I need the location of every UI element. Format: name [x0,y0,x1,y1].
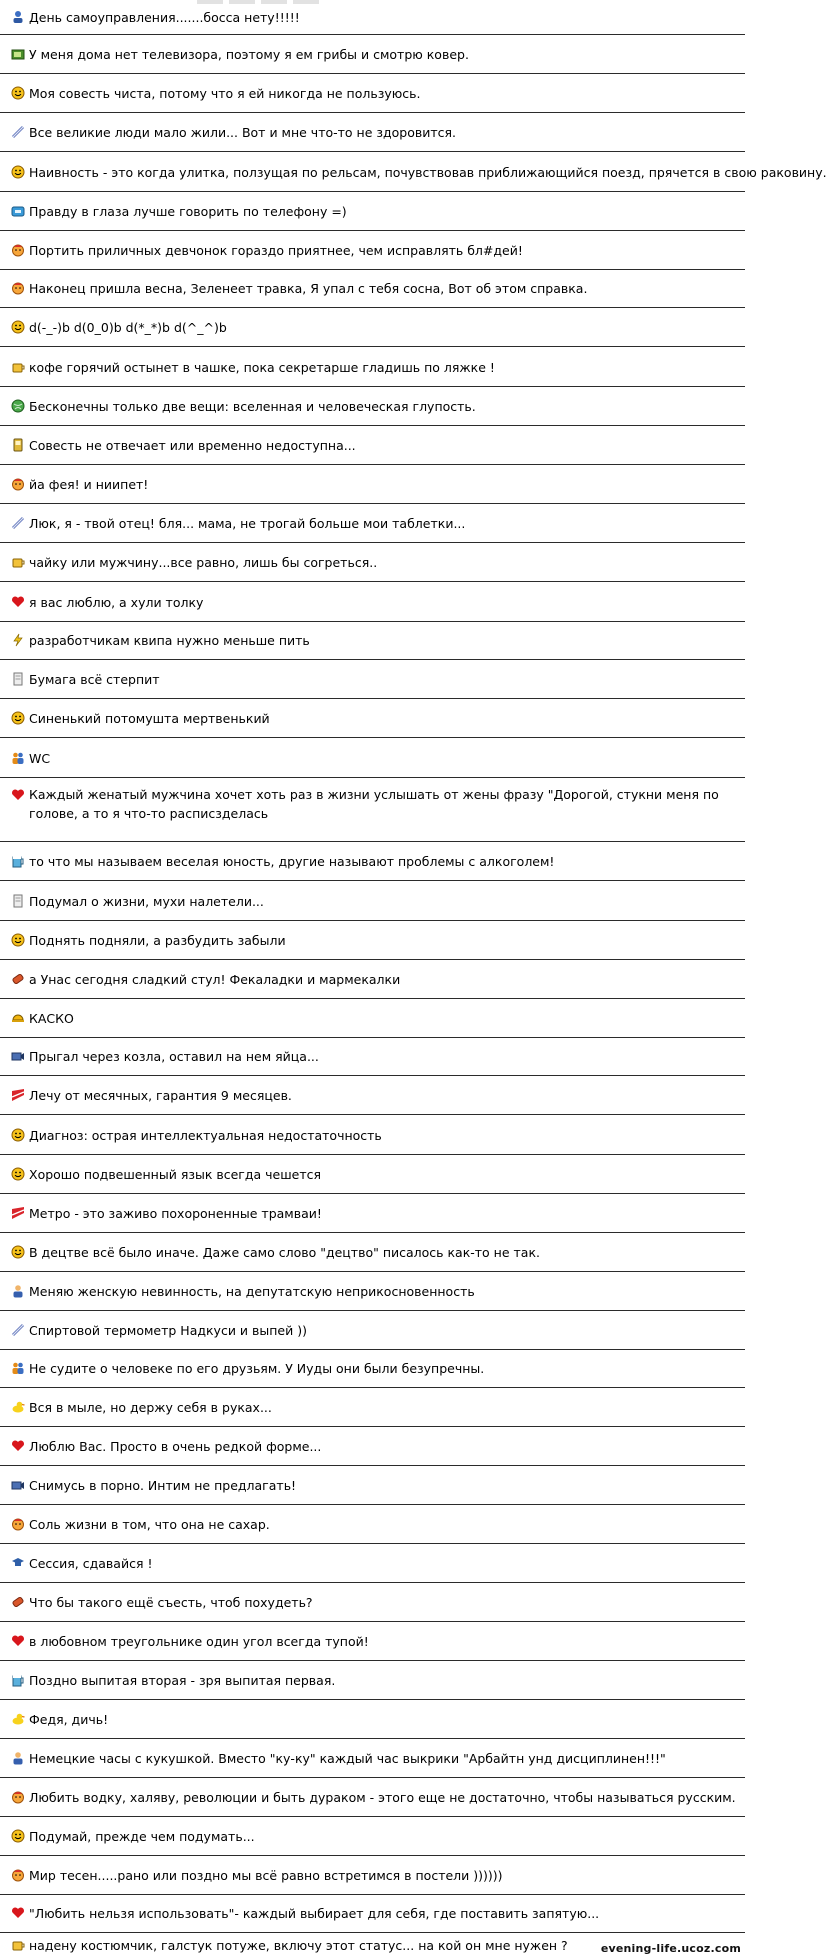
status-row[interactable] [0,1233,745,1272]
heart-icon [11,1634,25,1648]
coffee-icon [11,1938,25,1952]
status-text: Подумай, прежде чем подумать... [29,1829,255,1844]
phone-icon [11,204,25,218]
beer-icon [11,1673,25,1687]
camera-icon [11,1049,25,1063]
status-row[interactable] [0,152,827,192]
status-text: Снимусь в порно. Интим не предлагать! [29,1478,297,1493]
status-text: Все великие люди мало жили... Вот и мне что-то не здоровится. [29,125,457,140]
syringe-icon [11,125,25,139]
person-icon [11,1284,25,1298]
status-text: Правду в глаза лучше говорить по телефону =) [29,204,347,219]
status-row[interactable] [0,1272,745,1311]
status-text: День самоуправления.......босса нету!!!!! [29,10,300,25]
globe-icon [11,399,25,413]
status-text: Синенький потомушта мертвенький [29,711,270,726]
smiley-icon [11,1245,25,1259]
smiley-icon [11,1128,25,1142]
helmet-icon [11,1011,25,1025]
people-icon [11,751,25,765]
heart-icon [11,1906,25,1920]
user-icon [11,10,25,24]
status-row[interactable] [0,1544,745,1583]
status-text: то что мы называем веселая юность, другие называют проблемы с алкоголем! [29,854,555,869]
status-row[interactable] [0,738,745,778]
status-text: Люблю Вас. Просто в очень редкой форме... [29,1439,322,1454]
smiley-icon [11,1829,25,1843]
face-icon [11,1790,25,1804]
status-text: Федя, дичь! [29,1712,109,1727]
status-text: разработчикам квипа нужно меньше пить [29,633,310,648]
status-row[interactable] [0,583,745,622]
status-row[interactable] [0,231,745,270]
status-row[interactable] [0,1661,745,1700]
status-text: Моя совесть чиста, потому что я ей никогда не пользуюсь. [29,86,421,101]
status-text: Прыгал через козла, оставил на нем яйца... [29,1049,319,1064]
status-row[interactable] [0,1778,745,1817]
status-text: а Унас сегодня сладкий стул! Фекаладки и мармекалки [29,972,401,987]
status-text: Не судите о человеке по его друзьям. У Иуды они были безупречны. [29,1361,485,1376]
syringe-icon [11,516,25,530]
site-watermark: evening-life.ucoz.com [600,1942,741,1955]
mobile-icon [11,438,25,452]
status-row[interactable] [0,113,745,152]
status-row[interactable] [0,1817,745,1856]
candy-icon [11,1595,25,1609]
status-row[interactable] [0,1894,745,1933]
status-row[interactable] [0,1037,745,1076]
heart-icon [11,788,25,802]
heart-icon [11,595,25,609]
syringe-icon [11,1323,25,1337]
smiley-icon [11,711,25,725]
status-text: Бесконечны только две вещи: вселенная и человеческая глупость. [29,399,476,414]
status-row[interactable] [0,1388,745,1427]
smiley-icon [11,1167,25,1181]
status-row[interactable] [0,960,745,999]
status-text: надену костюмчик, галстук потуже, включу этот статус... на кой он мне нужен ? [29,1938,568,1953]
status-text: Бумага всё стерпит [29,672,160,687]
status-text: Каждый женатый мужчина хочет хоть раз в жизни услышать от жены фразу "Дорогой, стукни меня по голове, а то я что-то расписзделась [29,787,719,821]
status-row[interactable] [0,778,745,842]
status-text: в любовном треугольнике один угол всегда тупой! [29,1634,369,1649]
status-text: В децтве всё было иначе. Даже само слово "децтво" писалось как-то не так. [29,1245,540,1260]
status-row[interactable] [0,1466,745,1505]
status-row[interactable] [0,1505,745,1544]
status-text: Меняю женскую невинность, на депутатскую неприкосновенность [29,1284,475,1299]
status-text: Поднять подняли, а разбудить забыли [29,933,286,948]
face-icon [11,477,25,491]
status-row[interactable] [0,921,745,960]
status-row[interactable] [0,426,745,465]
status-text: я вас люблю, а хули толку [29,595,204,610]
status-row[interactable] [0,1739,745,1778]
status-row[interactable] [0,387,745,426]
status-row[interactable] [0,1856,745,1895]
face-icon [11,281,25,295]
status-text: Лечу от месячных, гарантия 9 месяцев. [29,1088,292,1103]
status-row[interactable] [0,881,745,921]
status-row[interactable] [0,308,745,347]
face-icon [11,1868,25,1882]
status-row[interactable] [0,74,745,113]
people-icon [11,1361,25,1375]
status-row[interactable] [0,504,745,543]
status-row[interactable] [0,1155,745,1194]
paper-icon [11,672,25,686]
tv-icon [11,47,25,61]
status-text: Хорошо подвешенный язык всегда чешется [29,1167,322,1182]
smiley-icon [11,165,25,179]
status-text: Спиртовой термометр Надкуси и выпей )) [29,1323,307,1338]
status-row[interactable] [0,542,745,582]
status-text: Диагноз: острая интеллектуальная недостаточность [29,1128,382,1143]
smiley-icon [11,86,25,100]
flag-icon [11,1206,25,1220]
status-text: Сессия, сдавайся ! [29,1556,153,1571]
status-text: Любить водку, халяву, революции и быть дураком - этого еще не достаточно, чтобы называться русским. [29,1790,736,1805]
status-row[interactable] [0,1622,745,1661]
face-icon [11,1517,25,1531]
status-text: йа фея! и ниипет! [29,477,149,492]
status-text: КАСКО [29,1011,74,1026]
status-text: Наконец пришла весна, Зеленеет травка, Я упал с тебя сосна, Вот об этом справка. [29,281,588,296]
status-text: Совесть не отвечает или временно недоступна... [29,438,356,453]
smiley-icon [11,933,25,947]
status-row[interactable] [0,465,745,504]
status-row[interactable] [0,269,745,308]
status-text: Метро - это заживо похороненные трамваи! [29,1206,322,1221]
status-text: кофе горячий остынет в чашке, пока секретарше гладишь по ляжке ! [29,360,495,375]
status-row[interactable] [0,1115,745,1155]
status-text: Немецкие часы с кукушкой. Вместо "ку-ку" каждый час выкрики "Арбайтн унд дисциплинен!!!" [29,1751,666,1766]
person-icon [11,1751,25,1765]
status-row[interactable] [0,621,745,660]
status-row[interactable] [0,699,745,738]
coffee-icon [11,555,25,569]
status-row[interactable] [0,192,745,231]
grad-cap-icon [11,1556,25,1570]
status-row[interactable] [0,1700,745,1739]
bolt-icon [11,633,25,647]
smiley-icon [11,320,25,334]
status-text: d(-_-)b d(0_0)b d(*_*)b d(^_^)b [29,320,227,335]
status-text: У меня дома нет телевизора, поэтому я ем грибы и смотрю ковер. [29,47,469,62]
status-text: Мир тесен.....рано или поздно мы всё равно встретимся в постели )))))) [29,1868,503,1883]
status-row[interactable] [0,999,745,1038]
status-row[interactable] [0,1076,745,1115]
status-row[interactable] [0,1427,745,1466]
paper-icon [11,894,25,908]
status-row[interactable] [0,1582,745,1622]
candy-icon [11,972,25,986]
status-text: WC [29,751,51,766]
status-row[interactable] [0,1194,745,1233]
status-text: Поздно выпитая вторая - зря выпитая первая. [29,1673,336,1688]
status-text: Вся в мыле, но держу себя в руках... [29,1400,272,1415]
duck-icon [11,1400,25,1414]
status-text: Соль жизни в том, что она не сахар. [29,1517,270,1532]
face-icon [11,243,25,257]
status-text: чайку или мужчину...все равно, лишь бы согреться.. [29,555,378,570]
coffee-icon [11,360,25,374]
status-text: Наивность - это когда улитка, ползущая по рельсам, почувствовав приближающийся поезд, прячется в свою раковину. [29,165,827,180]
camera-icon [11,1478,25,1492]
duck-icon [11,1712,25,1726]
status-row[interactable] [0,1349,745,1388]
status-text: Что бы такого ещё съесть, чтоб похудеть? [29,1595,313,1610]
status-text: Подумал о жизни, мухи налетели... [29,894,264,909]
status-row[interactable] [0,35,745,74]
heart-icon [11,1439,25,1453]
status-text: "Любить нельзя использовать"- каждый выбирает для себя, где поставить запятую... [29,1906,600,1921]
beer-icon [11,854,25,868]
status-text: Люк, я - твой отец! бля... мама, не трогай больше мои таблетки... [29,516,466,531]
status-row[interactable] [0,347,745,387]
status-row[interactable] [0,660,745,699]
status-row[interactable] [0,842,745,881]
status-text: Портить приличных девчонок гораздо приятнее, чем исправлять бл#дей! [29,243,523,258]
status-row[interactable] [0,0,745,35]
status-row[interactable] [0,1311,745,1350]
flag-icon [11,1088,25,1102]
